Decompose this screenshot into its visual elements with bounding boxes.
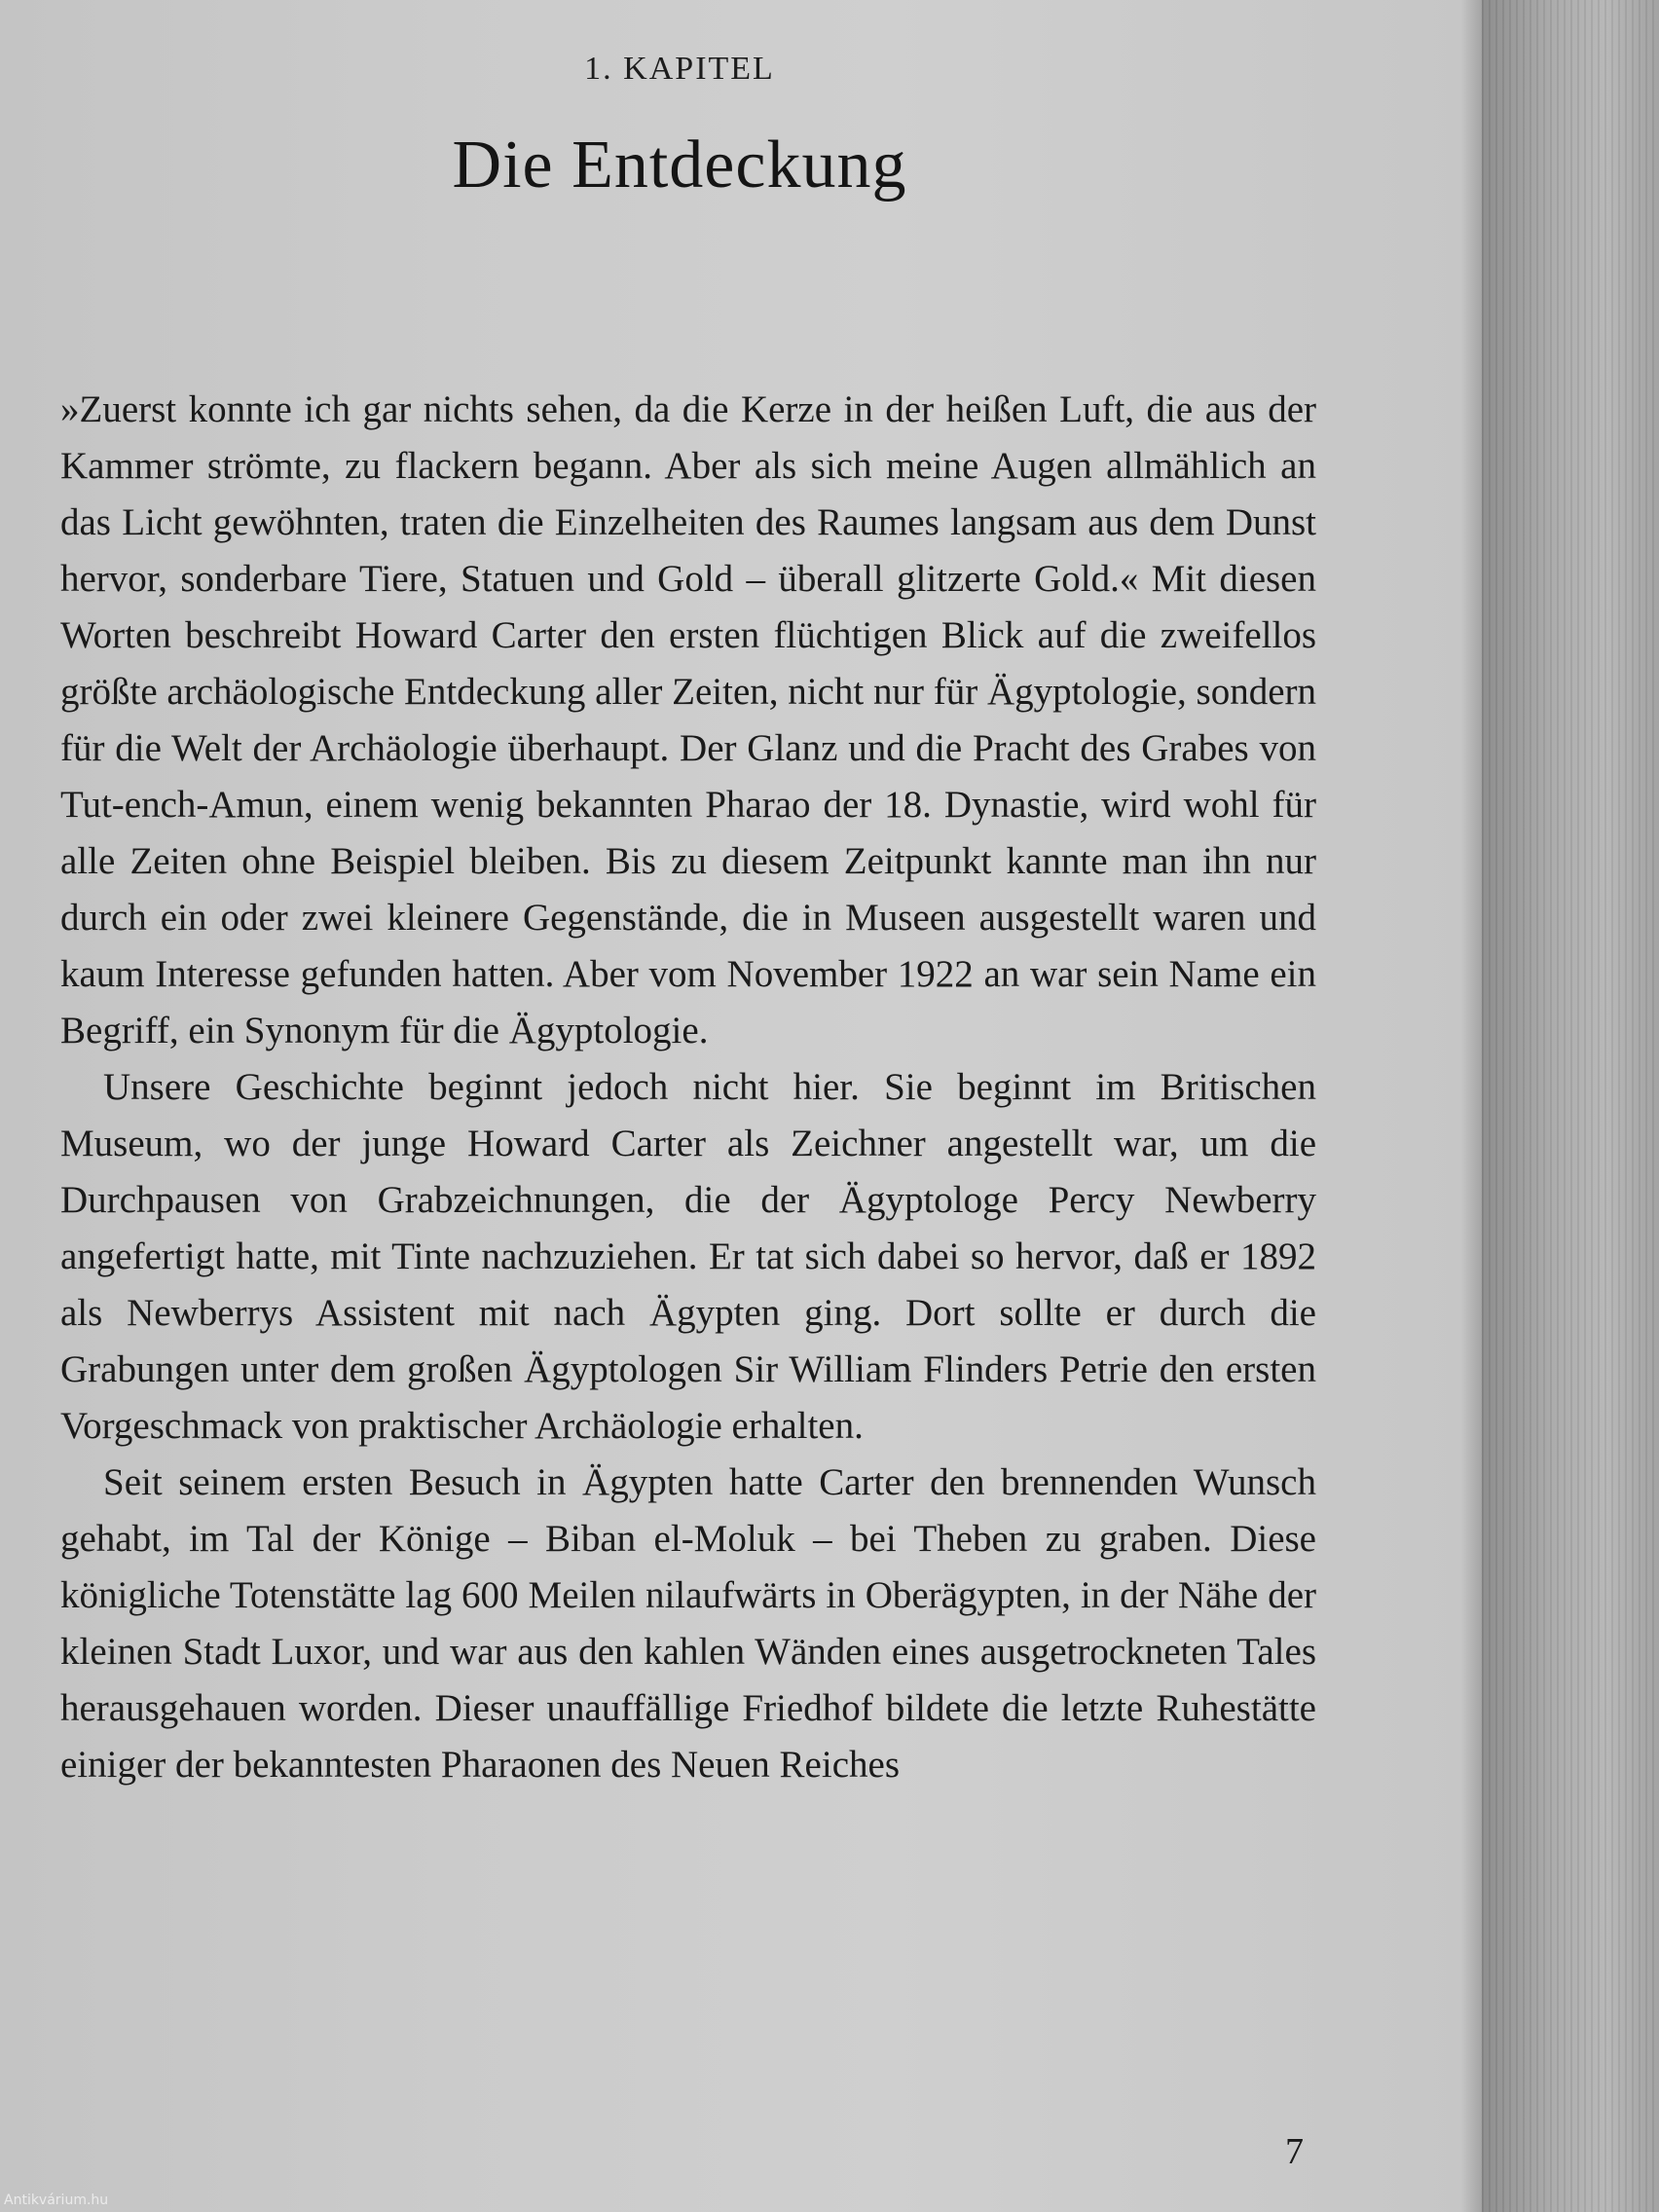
page-number: 7 <box>1285 2131 1304 2172</box>
paragraph-2: Unsere Geschichte beginnt jedoch nicht hier. Sie beginnt im Britischen Museum, wo der junge Howard Carter als Zeichner angestellt war, um die Durchpausen von Grabzeichnungen, die der Ägyptologe Percy Newberry angefertigt hatte, mit Tinte nachzuziehen. Er tat sich dabei so hervor, daß er 1892 als Newberrys Assistent mit nach Ägypten ging. Dort sollte er durch die Grabungen unter dem großen Ägyptologen Sir William Flinders Petrie den ersten Vorgeschmack von praktischer Archäologie erhalten. <box>60 1066 1316 1447</box>
paragraph-1: »Zuerst konnte ich gar nichts sehen, da die Kerze in der heißen Luft, die aus der Kammer strömte, zu flackern begann. Aber als sich meine Augen allmählich an das Licht gewöhnten, traten die Einzelheiten des Raumes langsam aus dem Dunst hervor, sonderbare Tiere, Statuen und Gold – überall glitzerte Gold.« Mit diesen Worten beschreibt Howard Carter den ersten flüchtigen Blick auf die zweifellos größte archäologische Entdeckung aller Zeiten, nicht nur für Ägyptologie, sondern für die Welt der Archäologie überhaupt. Der Glanz und die Pracht des Grabes von Tut-ench-Amun, einem wenig bekannten Pharao der 18. Dynastie, wird wohl für alle Zeiten ohne Beispiel bleiben. Bis zu diesem Zeitpunkt kannte man ihn nur durch ein oder zwei kleinere Gegenstände, die in Museen ausgestellt waren und kaum Interesse gefunden hatten. Aber vom November 1922 an war sein Name ein Begriff, ein Synonym für die Ägyptologie. <box>60 388 1316 1051</box>
wooden-surface <box>1482 0 1659 2212</box>
chapter-title: Die Entdeckung <box>452 128 907 203</box>
paragraph-3: Seit seinem ersten Besuch in Ägypten hatte Carter den brennenden Wunsch gehabt, im Tal der Könige – Biban el-Moluk – bei Theben zu graben. Diese königliche Totenstätte lag 600 Meilen nilaufwärts in Oberägypten, in der Nähe der kleinen Stadt Luxor, und war aus den kahlen Wänden eines ausgetrockneten Tales herausgehauen worden. Dieser unauffällige Friedhof bildete die letzte Ruhestätte einiger der bekanntesten Pharaonen des Neuen Reiches <box>60 1461 1316 1786</box>
body-text <box>60 382 1316 1793</box>
watermark: Antikvárium.hu <box>4 2193 109 2208</box>
chapter-label: 1. KAPITEL <box>584 51 775 87</box>
